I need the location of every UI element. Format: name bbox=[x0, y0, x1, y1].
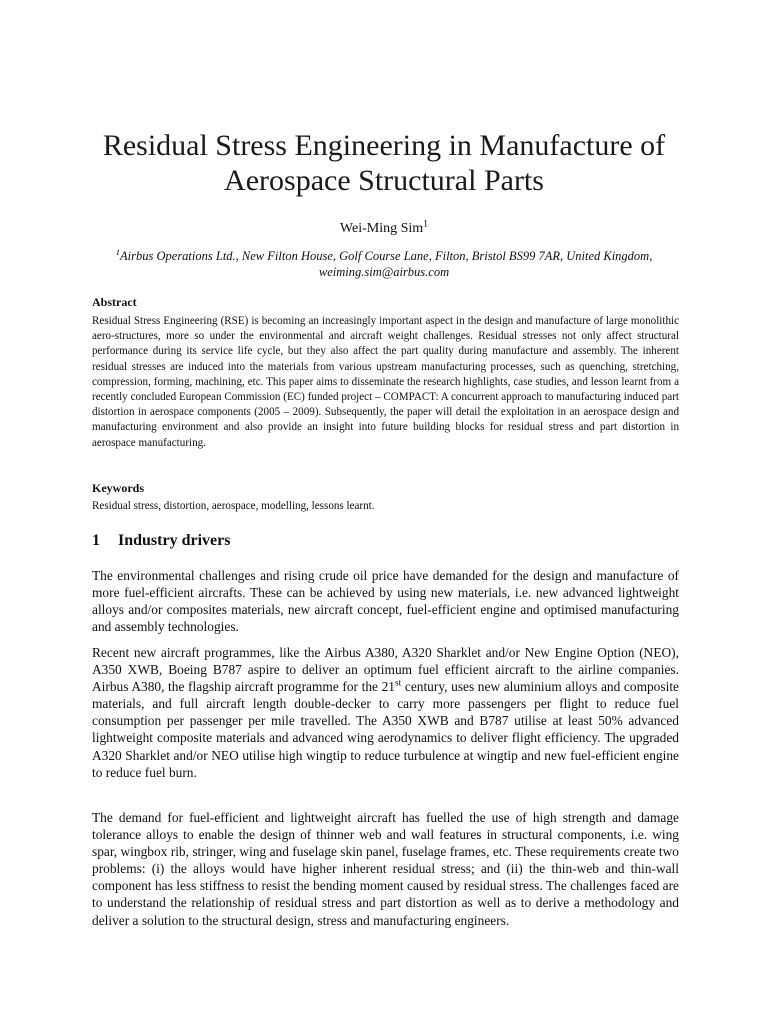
paragraph-2-superscript: st bbox=[395, 678, 402, 689]
author-superscript: 1 bbox=[423, 218, 429, 230]
title-line-2: Aerospace Structural Parts bbox=[224, 164, 544, 197]
author-text: Wei-Ming Sim bbox=[339, 221, 424, 236]
affiliation-text: Airbus Operations Ltd., New Filton House, Golf Course Lane, Filton, Bristol BS99 7AR, United Kingdom, weiming.sim@airbus.com bbox=[120, 249, 653, 279]
keywords-heading: Keywords bbox=[92, 481, 144, 495]
author-name bbox=[0, 218, 768, 237]
section-title: Industry drivers bbox=[118, 532, 231, 549]
affiliation bbox=[100, 248, 668, 280]
abstract-heading: Abstract bbox=[92, 295, 137, 309]
paragraph-3: The demand for fuel-efficient and lightweight aircraft has fuelled the use of high strength and damage tolerance alloys to enable the design of thinner web and wall features in structural components, i.e. wing spar, wingbox rib, stringer, wing and fuselage skin panel, fuselage frames, etc. These requirements create two problems: (i) the alloys would have higher inherent residual stress; and (ii) the thin-web and thin-wall component has less stiffness to resist the bending moment caused by residual stress. The challenges faced are to understand the relationship of residual stress and part distortion as well as to derive a methodology and deliver a solution to the structural design, stress and manufacturing engineers. bbox=[92, 810, 679, 928]
paper-title bbox=[60, 128, 708, 198]
keywords-body: Residual stress, distortion, aerospace, modelling, lessons learnt. bbox=[92, 500, 375, 512]
section-heading bbox=[92, 531, 230, 551]
affiliation-superscript: 1 bbox=[115, 246, 121, 257]
abstract-body: Residual Stress Engineering (RSE) is becoming an increasingly important aspect in the design and manufacture of large monolithic aero-structures, more so under the environmental and aircraft weight challenges. Residual stresses not only affect structural performance during its service life cycle, but they also affect the part quality during manufacture and assembly. The inherent residual stresses are induced into the materials from various upstream manufacturing processes, such as quenching, stretching, compression, forming, machining, etc. This paper aims to disseminate the research highlights, case studies, and lesson learnt from a recently concluded European Commission (EC) funded project – COMPACT: A concurrent approach to manufacturing induced part distortion in aerospace components (2005 – 2009). Subsequently, the paper will detail the exploitation in an aerospace design and manufacturing environment and also provide an insight into future building blocks for residual stress and part distortion in aerospace manufacturing. bbox=[92, 315, 679, 449]
paragraph-1: The environmental challenges and rising crude oil price have demanded for the design and manufacture of more fuel-efficient aircrafts. These can be achieved by using new materials, i.e. new advanced lightweight alloys and/or composites materials, new aircraft concept, fuel-efficient engine and optimised manufacturing and assembly technologies. bbox=[92, 568, 679, 635]
title-line-1: Residual Stress Engineering in Manufacture of bbox=[102, 129, 666, 162]
paragraph-2-part-b: century, uses new aluminium alloys and composite materials, and full aircraft length double-decker to carry more passengers per flight to reduce fuel consumption per passenger per mile travelled. The A350 XWB and B787 utilise at least 50% advanced lightweight composite materials and advanced wing aerodynamics to deliver flight efficiency. The upgraded A320 Sharklet and/or NEO utilise high wingtip to reduce turbulence at wingtip and new fuel-efficient engine to reduce fuel burn. bbox=[92, 679, 679, 780]
paragraph-2-part-a: Recent new aircraft programmes, like the Airbus A380, A320 Sharklet and/or New Engine Option (NEO), A350 XWB, Boeing B787 aspire to deliver an optimum fuel efficient aircraft to the airline companies. Airbus A380, the flagship aircraft programme for the 21 bbox=[92, 645, 679, 695]
section-number: 1 bbox=[92, 532, 100, 549]
paragraph-2 bbox=[92, 644, 679, 781]
